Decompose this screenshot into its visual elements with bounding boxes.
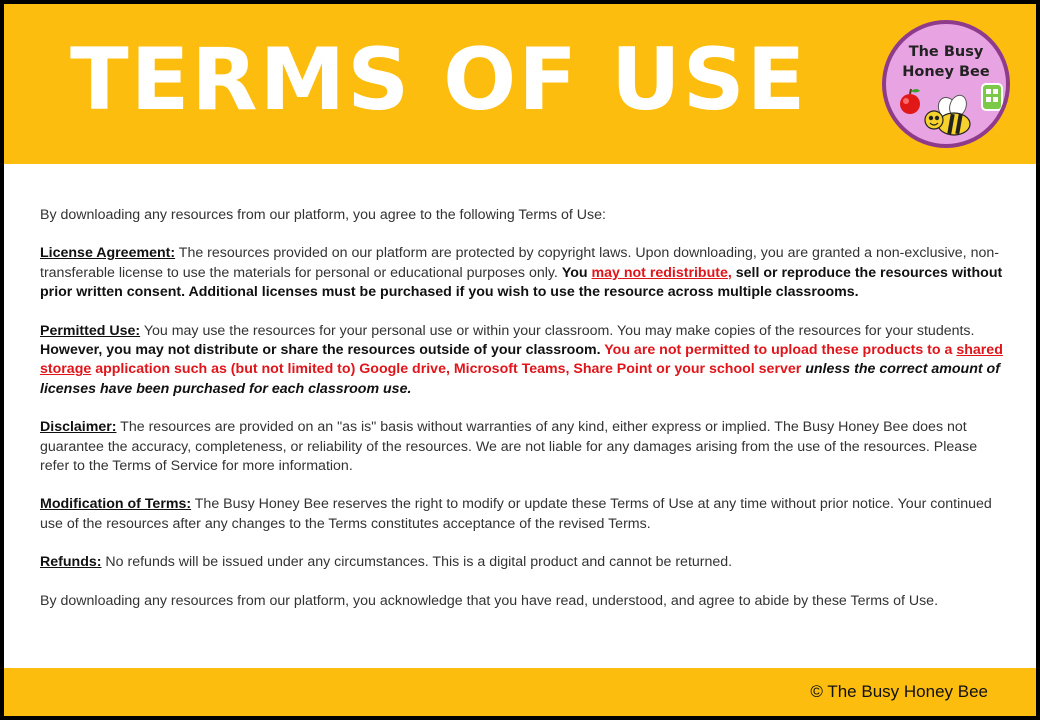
refunds-text: No refunds will be issued under any circumstances. This is a digital product and cannot be returned. [101,554,733,571]
permitted-bold-text: However, you may not distribute or share the resources outside of your classroom. [40,342,605,359]
permitted-label: Permitted Use: [40,322,141,339]
header-banner [4,4,1036,164]
terms-page [4,4,1036,716]
disclaimer-label: Disclaimer: [40,419,117,436]
logo-line-1: The Busy [908,44,984,60]
calculator-icon [982,84,1002,110]
brand-logo [882,20,1010,148]
page-title: TERMS OF USE [70,30,808,130]
license-text: The resources provided on our platform are protected by copyright laws. Upon downloading, you are granted a non-exclusive, non-transferable license to use the materials for personal or educational purposes only. [40,245,999,281]
footer-banner [4,668,1036,716]
closing-paragraph: By downloading any resources from our platform, you acknowledge that you have read, understood, and agree to abide by these Terms of Use. [40,592,939,609]
modification-text: The Busy Honey Bee reserves the right to modify or update these Terms of Use at any time without prior notice. Your continued use of the resources after any changes to the Terms constitutes acceptance of the revised Terms. [40,496,992,532]
permitted-text: You may use the resources for your personal use or within your classroom. You may make copies of the resources for your students. [140,322,975,339]
license-paragraph [40,244,1008,302]
license-no-redistribute: may not redistribute, [591,264,732,281]
permitted-red-text: You are not permitted to upload these products to a [604,342,957,359]
disclaimer-paragraph [40,418,1008,476]
disclaimer-text: The resources are provided on an "as is" basis without warranties of any kind, either express or implied. The Busy Honey Bee does not guarantee the accuracy, completeness, or reliability of the resources. We are not liable for any damages arising from the use of the resources. Please refer to the Terms of Service for more information. [40,419,978,475]
logo-text [886,42,1006,82]
refunds-paragraph [40,553,1008,572]
permitted-red-text-2: application such as (but not limited to) Google drive, Microsoft Teams, Share Point or your school server [91,361,802,378]
logo-line-2: Honey Bee [902,64,990,80]
refunds-label: Refunds: [40,554,102,571]
permitted-paragraph [40,322,1008,400]
license-bold-you: You [561,264,592,281]
terms-content [40,206,1008,630]
modification-label: Modification of Terms: [40,496,192,513]
license-label: License Agreement: [40,245,176,262]
permitted-shared-storage: shared storage [40,342,1003,378]
copyright-text: © The Busy Honey Bee [810,682,988,701]
intro-paragraph: By downloading any resources from our platform, you agree to the following Terms of Use: [40,207,606,223]
bee-icon [925,93,970,135]
permitted-italic-text: unless the correct amount of licenses have been purchased for each classroom use. [40,361,1000,397]
modification-paragraph [40,495,1008,534]
logo-art [896,82,1006,142]
apple-icon [900,89,920,114]
license-bold-text: sell or reproduce the resources without prior written consent. Additional licenses must be purchased if you wish to use the resource across multiple classrooms. [40,264,1003,301]
